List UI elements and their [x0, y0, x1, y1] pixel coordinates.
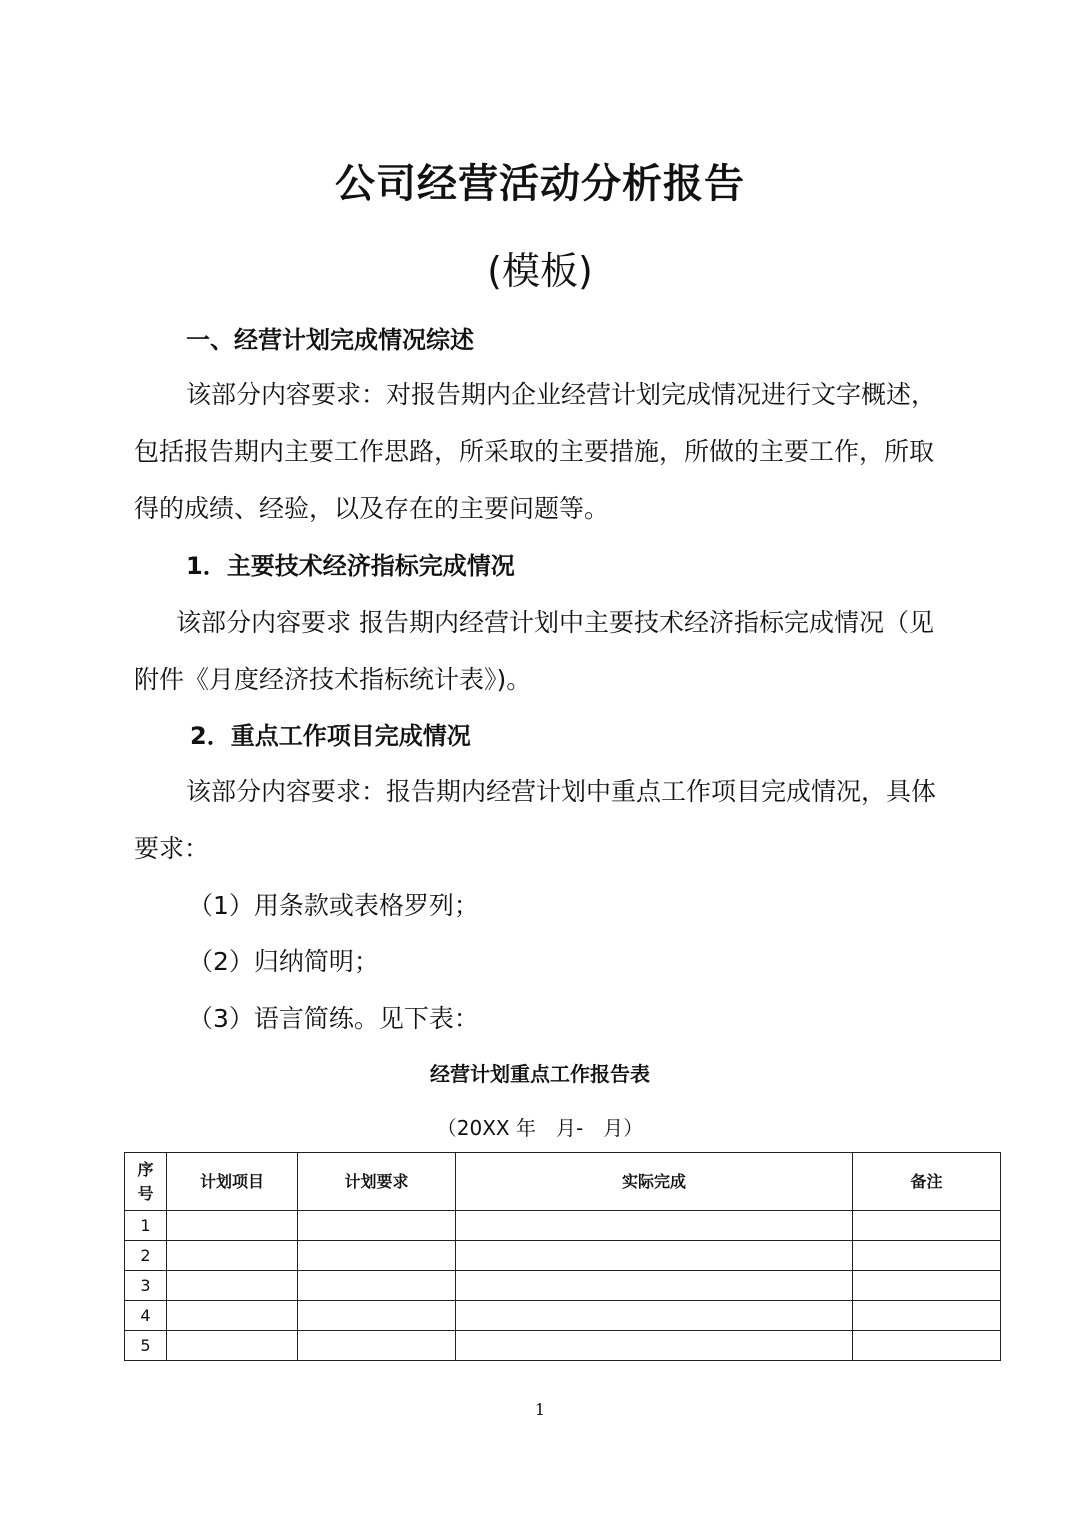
table-cell[interactable] [298, 1271, 456, 1301]
requirement-item: （2）归纳简明； [188, 947, 379, 976]
table-caption: 经营计划重点工作报告表 [430, 1062, 650, 1086]
header-remarks: 备注 [853, 1153, 1001, 1211]
table-cell[interactable] [456, 1331, 853, 1361]
table-cell[interactable] [298, 1211, 456, 1241]
work-report-table [124, 1152, 1001, 1361]
table-cell[interactable] [167, 1241, 298, 1271]
table-cell[interactable] [853, 1241, 1001, 1271]
table-row [125, 1331, 1001, 1361]
row-index: 1 [125, 1211, 167, 1241]
row-index: 5 [125, 1331, 167, 1361]
table-cell[interactable] [167, 1301, 298, 1331]
section-1-paragraph-line: 包括报告期内主要工作思路，所采取的主要措施，所做的主要工作，所取 [134, 437, 935, 466]
section-1-heading: 一、经营计划完成情况综述 [186, 326, 474, 354]
table-cell[interactable] [853, 1331, 1001, 1361]
header-plan-requirement: 计划要求 [298, 1153, 456, 1211]
table-row [125, 1241, 1001, 1271]
table-cell[interactable] [456, 1271, 853, 1301]
table-cell[interactable] [167, 1331, 298, 1361]
table-cell[interactable] [853, 1271, 1001, 1301]
header-actual-completion: 实际完成 [456, 1153, 853, 1211]
header-index-label: 序号 [137, 1159, 154, 1203]
table-cell[interactable] [167, 1271, 298, 1301]
table-cell[interactable] [456, 1301, 853, 1331]
document-title: 公司经营活动分析报告 [335, 161, 745, 207]
table-header-row [125, 1153, 1001, 1211]
section-1-paragraph-line: 该部分内容要求：对报告期内企业经营计划完成情况进行文字概述， [186, 380, 937, 409]
page-number: 1 [534, 1400, 546, 1419]
subsection-1-paragraph-line: 该部分内容要求 报告期内经营计划中主要技术经济指标完成情况（见 [176, 608, 934, 637]
requirement-item: （3）语言简练。见下表： [188, 1004, 479, 1033]
header-index [125, 1153, 167, 1211]
table-cell[interactable] [298, 1301, 456, 1331]
table-row [125, 1211, 1001, 1241]
table-cell[interactable] [167, 1211, 298, 1241]
table-cell[interactable] [298, 1331, 456, 1361]
document-subtitle: (模板) [487, 249, 593, 293]
row-index: 3 [125, 1271, 167, 1301]
table-row [125, 1271, 1001, 1301]
table-cell[interactable] [298, 1241, 456, 1271]
table-row [125, 1301, 1001, 1331]
table-cell[interactable] [456, 1211, 853, 1241]
subsection-1-paragraph-line: 附件《月度经济技术指标统计表》)。 [134, 665, 532, 694]
header-plan-item: 计划项目 [167, 1153, 298, 1211]
subsection-2-paragraph-line: 该部分内容要求：报告期内经营计划中重点工作项目完成情况，具体 [186, 777, 937, 806]
subsection-2-paragraph-line: 要求： [134, 834, 210, 863]
row-index: 4 [125, 1301, 167, 1331]
table-cell[interactable] [853, 1211, 1001, 1241]
requirement-item: （1）用条款或表格罗列； [188, 891, 479, 920]
subsection-2-heading: 2．重点工作项目完成情况 [190, 722, 471, 750]
table-cell[interactable] [456, 1241, 853, 1271]
table-cell[interactable] [853, 1301, 1001, 1331]
row-index: 2 [125, 1241, 167, 1271]
section-1-paragraph-line: 得的成绩、经验，以及存在的主要问题等。 [134, 494, 610, 523]
subsection-1-heading: 1．主要技术经济指标完成情况 [186, 552, 515, 580]
table-period: （20XX 年 月- 月） [436, 1116, 644, 1140]
